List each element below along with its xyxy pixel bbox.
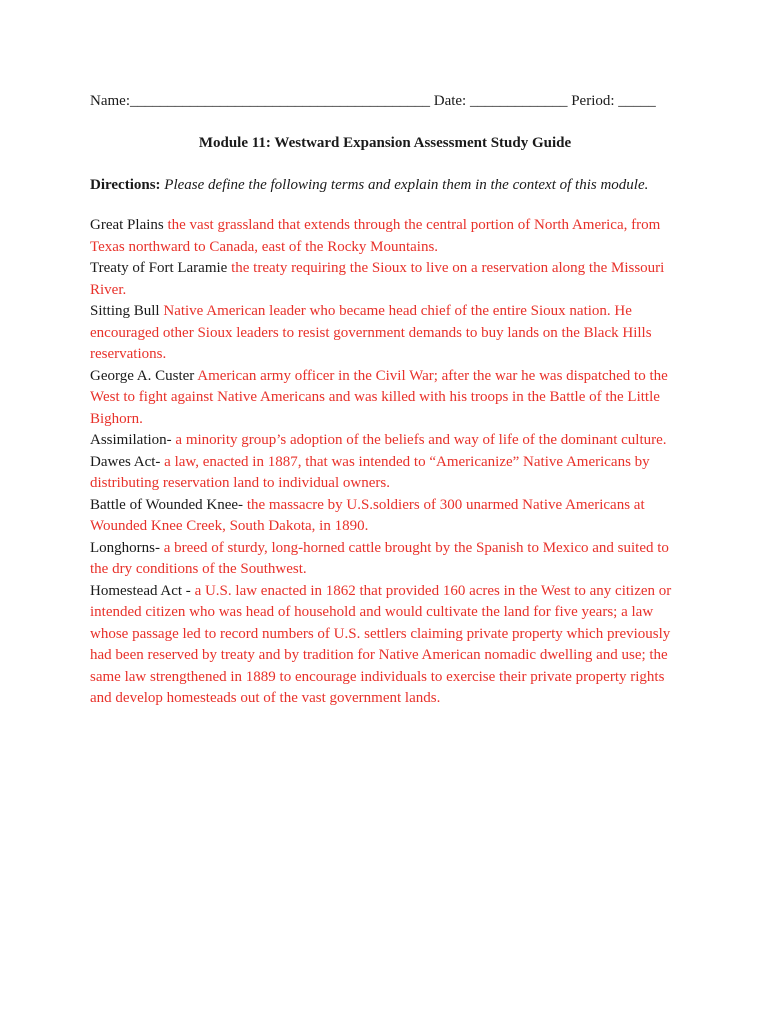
term-name: George A. Custer	[90, 367, 195, 384]
term-definition: a law, enacted in 1887, that was intended to “Americanize” Native Americans by distributing reservation land to individual owners.	[90, 453, 650, 491]
directions-label: Directions:	[90, 177, 161, 193]
term-entry	[90, 215, 680, 258]
term-entry	[90, 581, 680, 710]
term-name: Sitting Bull	[90, 303, 160, 319]
study-guide-page	[90, 88, 680, 710]
term-entry	[90, 366, 680, 431]
term-name: Great Plains	[90, 217, 164, 233]
term-name: Battle of Wounded Knee-	[90, 496, 244, 513]
period-field-label: Period: _____	[571, 93, 656, 109]
header-line	[90, 88, 680, 114]
term-definition: a U.S. law enacted in 1862 that provided 160 acres in the West to any citizen or intended citizen who was head of household and would cultivate the land for five years; a law whose passage led to record numbers of U.S. settlers claiming private property which previously had been reserved by treaty and by tradition for Native American nomadic dwelling and use; the same law strengthened in 1889 to encourage individuals to exercise their private property rights and develop homesteads out of the vast government lands.	[90, 582, 672, 706]
name-field-label: Name:________________________________________	[90, 93, 430, 109]
term-name: Longhorns-	[90, 539, 160, 556]
page-title: Module 11: Westward Expansion Assessment Study Guide	[198, 135, 572, 151]
directions	[90, 172, 680, 198]
term-name: Homestead Act -	[90, 582, 191, 599]
term-definition: Native American leader who became head chief of the entire Sioux nation. He encouraged other Sioux leaders to resist government demands to buy lands on the Black Hills reservations.	[90, 303, 652, 362]
term-entry	[90, 538, 680, 581]
directions-text: Please define the following terms and explain them in the context of this module.	[164, 177, 649, 193]
term-name: Treaty of Fort Laramie	[90, 260, 228, 276]
term-definition: a minority group’s adoption of the beliefs and way of life of the dominant culture.	[175, 432, 667, 448]
term-entry	[90, 258, 680, 301]
term-entry	[90, 495, 680, 538]
term-entry	[90, 430, 680, 452]
terms-list	[90, 215, 680, 710]
term-definition: the massacre by U.S.soldiers of 300 unarmed Native Americans at Wounded Knee Creek, South Dakota, in 1890.	[90, 496, 645, 534]
date-field-label: Date: _____________	[433, 93, 568, 109]
term-name: Assimilation-	[90, 432, 172, 448]
term-definition: American army officer in the Civil War; after the war he was dispatched to the West to fight against Native Americans and was killed with his troops in the Battle of the Little Bighorn.	[90, 367, 668, 427]
term-definition: the vast grassland that extends through the central portion of North America, from Texas northward to Canada, east of the Rocky Mountains.	[90, 217, 661, 255]
term-entry	[90, 452, 680, 495]
term-name: Dawes Act-	[90, 453, 161, 470]
term-definition: the treaty requiring the Sioux to live on a reservation along the Missouri River.	[90, 260, 665, 298]
term-definition: a breed of sturdy, long-horned cattle brought by the Spanish to Mexico and suited to the dry conditions of the Southwest.	[90, 539, 669, 577]
term-entry	[90, 301, 680, 366]
